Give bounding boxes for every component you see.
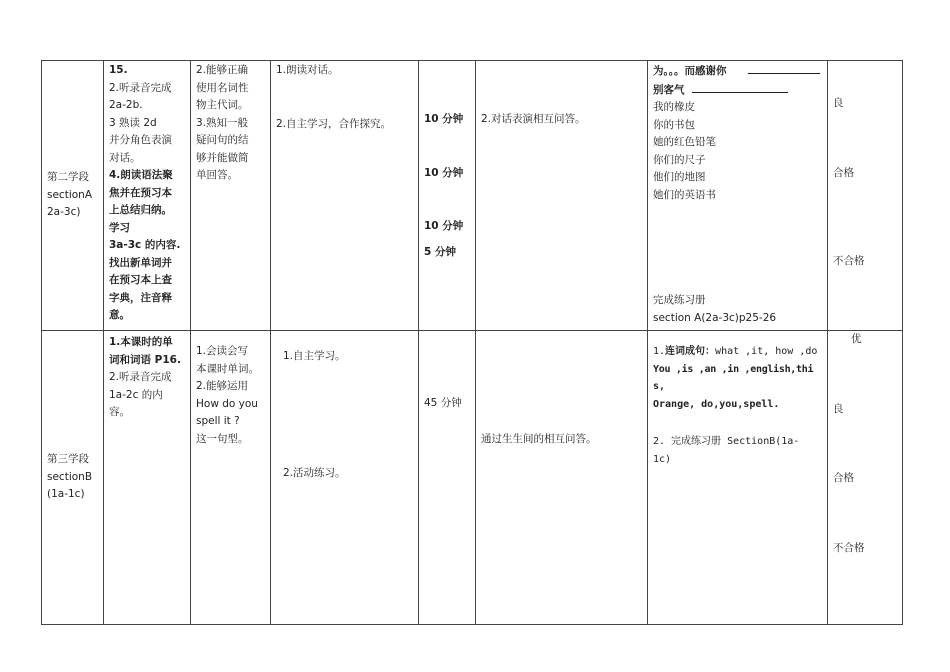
goal-line: 1.会读会写 (196, 345, 249, 357)
time-cell (419, 61, 476, 331)
goals-cell (191, 61, 271, 331)
student-line: 在预习本上查 (109, 274, 172, 286)
exercise-foot: section A(2a-3c)p25-26 (653, 311, 777, 324)
student-line: 容。 (109, 406, 130, 418)
exercise-cell (648, 61, 828, 331)
student-line: 3a-3c 的内容. (109, 239, 181, 251)
student-line: 2.听录音完成 (109, 81, 172, 94)
goals-cell (191, 331, 271, 625)
student-line: 1.本课时的单 (109, 336, 173, 348)
exercise-words: what ,it, how ,do (715, 346, 818, 357)
evaluation-level: 良 (833, 402, 844, 415)
student-line: 1a-2c 的内 (109, 388, 163, 401)
student-line: 2.听录音完成 (109, 371, 172, 383)
blank-line (692, 81, 788, 93)
stage-cell (42, 331, 104, 625)
student-line: 3 熟读 2d (109, 116, 157, 129)
student-task-cell (104, 331, 191, 625)
method-line: 2.自主学习，合作探究。 (276, 117, 392, 130)
exercise-line: 1c) (653, 453, 672, 465)
exercise-head (653, 81, 822, 100)
exercise-head (653, 62, 822, 81)
table-row (42, 331, 903, 625)
exercise-item: 他们的地图 (653, 171, 706, 183)
student-line: 并分角色表演 (109, 134, 172, 146)
goal-line: 使用名词性 (196, 81, 249, 94)
exercise-number: 1. (653, 346, 666, 357)
evaluation-level: 合格 (833, 472, 854, 484)
evaluation-cell (828, 61, 903, 331)
stage-line: 第二学段 (47, 171, 89, 184)
time-value: 10 分钟 (424, 220, 464, 232)
exercise-item: 你的书包 (653, 118, 695, 131)
exercise-cell (648, 331, 828, 625)
exercise-line (653, 343, 822, 361)
time-value: 45 分钟 (424, 397, 462, 409)
exercise-head-text: 为。。。而感谢你 (653, 65, 727, 77)
table-row (42, 61, 903, 331)
method-line: 2.活动练习。 (283, 466, 346, 479)
stage-line: 第三学段 (47, 453, 89, 466)
exercise-foot: 完成练习册 (653, 294, 706, 306)
time-value: 10 分钟 (424, 166, 464, 179)
goal-line: spell it ? (196, 415, 240, 427)
goal-line: 疑问句的结 (196, 134, 249, 146)
student-line: 字典，注音释 (109, 291, 172, 304)
goal-line: 本课时单词。 (196, 362, 259, 375)
stage-line: 2a-3c) (47, 206, 81, 219)
student-line: 2a-2b. (109, 99, 143, 111)
evaluation-level: 良 (833, 97, 844, 109)
exercise-item: 你们的尺子 (653, 153, 706, 166)
activity-cell (476, 61, 648, 331)
student-line: 15. (109, 64, 128, 76)
exercise-line: You ,is ,an ,in ,english,thi (653, 363, 814, 375)
method-cell (271, 331, 419, 625)
goal-line: 够并能做简 (196, 151, 249, 164)
stage-cell (42, 61, 104, 331)
activity-text: 通过生生间的相互问答。 (481, 433, 597, 445)
exercise-item: 她们的英语书 (653, 188, 716, 201)
evaluation-level: 不合格 (833, 255, 865, 267)
student-line: 学习 (109, 221, 130, 234)
exercise-line: 2. 完成练习册 SectionB(1a- (653, 436, 800, 447)
exercise-instruction: 连词成句： (665, 346, 716, 357)
student-task-cell (104, 61, 191, 331)
goal-line: 单回答。 (196, 169, 238, 181)
goal-line: 物主代词。 (196, 99, 249, 111)
student-line: 对话。 (109, 151, 141, 164)
time-value: 5 分钟 (424, 245, 456, 258)
student-line: 意。 (109, 309, 130, 321)
activity-cell (476, 331, 648, 625)
lesson-plan-table (41, 60, 903, 625)
stage-line: (1a-1c) (47, 488, 85, 501)
goal-line: 2.能够正确 (196, 64, 249, 76)
exercise-line: s, (653, 381, 666, 392)
student-line: 词和词语 P16. (109, 353, 181, 366)
evaluation-level: 不合格 (833, 541, 865, 554)
method-cell (271, 61, 419, 331)
time-value: 10 分钟 (424, 113, 464, 125)
exercise-item: 她的红色铅笔 (653, 136, 716, 148)
stage-line: sectionB (47, 470, 93, 483)
exercise-head-text: 别客气 (653, 83, 685, 96)
exercise-line: Orange, do,you,spell. (653, 398, 780, 410)
blank-line (748, 62, 820, 74)
goal-line: 这一句型。 (196, 432, 249, 445)
student-line: 上总结归纳。 (109, 204, 172, 216)
student-line: 4.朗读语法聚 (109, 169, 173, 181)
method-line: 1.自主学习。 (283, 350, 346, 362)
evaluation-level: 合格 (833, 166, 854, 179)
time-cell (419, 331, 476, 625)
activity-text: 2.对话表演相互问答。 (481, 113, 586, 125)
evaluation-level: 优 (851, 333, 862, 345)
student-line: 焦并在预习本 (109, 186, 172, 199)
goal-line: How do you (196, 397, 258, 410)
goal-line: 2.能够运用 (196, 380, 249, 392)
method-line: 1.朗读对话。 (276, 64, 339, 76)
exercise-item: 我的橡皮 (653, 101, 695, 113)
evaluation-cell (828, 331, 903, 625)
stage-line: sectionA (47, 188, 92, 201)
goal-line: 3.熟知一般 (196, 116, 249, 129)
student-line: 找出新单词并 (109, 256, 172, 269)
